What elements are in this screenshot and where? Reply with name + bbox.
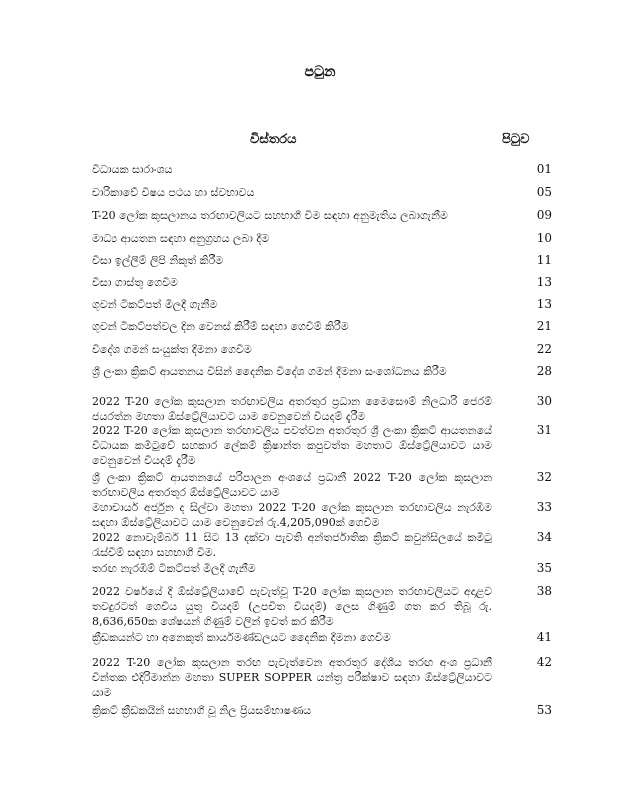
toc-entry-page: 28 [536,364,552,378]
toc-entry-page: 41 [536,630,552,644]
toc-entry-page: 05 [536,185,552,199]
toc-entry-text: ගුවන් ටිකට්පත්වල දින වෙනස් කිරීම් සඳහා ගෙවීම් කිරීම [92,320,349,333]
toc-entry-text: වීසා ඉල්ලීම් ලිපි නිකුත් කිරීම [92,254,224,267]
toc-entry-text: 2022 වර්ෂයේ දී ඕස්ට්‍රේලියාවේ පැවැත්වූ T-20 ලෝක කුසලාන තරඟාවලියට අදාළව තවදුරටත් ගෙවිය යුතු වියදම් (උපචිත වියදම්) ලෙස ගිණුම් ගත කර තිබූ රු. 8,636,650ක ශේෂයන් ගිණුම් වලින් ඉවත් කර කිරීම [92,585,492,628]
toc-entry-page: 13 [536,297,552,311]
toc-entry-page: 01 [536,162,552,176]
toc-entry-page: 21 [536,319,552,333]
toc-entry-text: මාධ්‍ය ආයතන සඳහා අනුග්‍රහය ලබා දීම [92,232,270,245]
toc-entry-page: 10 [536,231,552,245]
page-title: පටුන [304,64,336,80]
toc-entry-page: 33 [536,500,552,514]
toc-entry-text: 2022 T-20 ලෝක කුසලාන තරඟ පැවැත්වෙන අතරතුර දේශීය තරඟ අංශ ප්‍රධානී චින්තක එදිරිමාන්න මහතා SUPER SOPPER යන්ත්‍ර පරීක්ෂාව සඳහා ඕස්ට්‍රේලියාවට යාම [92,656,492,699]
toc-entry-text: ක්‍රීඩකයන්ට හා අනෙකුත් කාර්යමණ්ඩලයට දෛනික දීමනා ගෙවීම [92,631,391,644]
toc-entry-text: 2022 T-20 ලෝක කුසලාන තරඟාවලිය පවත්වන අතරතුර ශ්‍රී ලංකා ක්‍රිකට් ආයතනයේ විධායක කමිටුවේ සහකාර ලේකම් ක්‍රිෂාන්ත කපුවත්ත මහතාට ඕස්ට්‍රේලියාවට යාම වෙනුවෙන් වියදම් දැරීම [92,424,492,467]
toc-entry-page: 09 [536,208,552,222]
toc-entry-page: 13 [536,275,552,289]
toc-entry-page: 32 [536,470,552,484]
toc-entry-text: විදේශ ගමන් සංයුක්ත දීමනා ගෙවීම [92,343,252,356]
toc-entry-text: චාරිකාවේ විෂය පථය හා ස්වභාවය [92,186,255,199]
toc-entry-text: 2022 T-20 ලෝක කුසලාන තරඟාවලිය අතරතුර ප්‍රධාන මෛසෞම් නිලධාරි ජෙරම් ජයරත්න මහතා ඕස්ට්‍රේලියාවට යාම වෙනුවෙන් වියදම් දැරීම [92,395,492,423]
toc-entry-page: 31 [536,423,552,437]
toc-entry-text: ක්‍රිකට් ක්‍රීඩකයින් සහභාගී වූ නිල ප්‍රියසම්භාෂණය [92,704,312,717]
column-header-description: විස්තරය [250,132,297,147]
toc-entry-page: 42 [536,655,552,669]
toc-entry-page: 34 [536,530,552,544]
toc-entry-page: 30 [536,394,552,408]
toc-entry-text: විධායක සාරාංශය [92,163,173,176]
toc-entry-text: මහාචාර්ය අර්ජුන ද සිල්වා මහතා 2022 T-20 ලෝක කුසලාන තරඟාවලිය නැරඹීම සඳහා ඕස්ට්‍රේලියාවට යාම වෙනුවෙන් රු.4,205,090ක් ගෙවීම [92,501,492,529]
toc-entry-page: 38 [536,584,552,598]
toc-entry-text: වීසා ගාස්තු ගෙවීම [92,276,178,289]
column-header-page: පිටුව [502,132,530,147]
toc-entry-text: ගුවන් ටිකට්පත් මිලදී ගැනීම [92,298,218,311]
toc-entry-text: තරඟ නැරඹීම් ටිකට්පත් මිලදී ගැනීම [92,562,256,575]
toc-entry-text: ශ්‍රී ලංකා ක්‍රිකට් ආයතනයේ පරිපාලන අංශයේ ප්‍රධානී 2022 T-20 ලෝක කුසලාන තරඟාවලිය අතරතුර ඕස්ට්‍රේලියාවට යාම [92,471,492,499]
toc-entry-page: 11 [536,253,552,267]
toc-entry-text: ශ්‍රී ලංකා ක්‍රිකට් ආයතනය විසින් දෛනික විදේශ ගමන් දීමනා සංශෝධනය කිරීම [92,365,447,378]
toc-entry-text: T-20 ලෝක කුසලානය තරඟාවලියට සහභාගී වීම සඳහා අනුමැතිය ලබාගැනීම [92,209,448,222]
toc-entry-text: 2022 නොවැම්බර් 11 සිට 13 දක්වා පැවති අන්තර්ජාතික ක්‍රිකට් කවුන්සිලයේ කමිටු රැස්වීම් සඳහා සහභාගී වීම. [92,531,492,559]
toc-entry-page: 35 [536,561,552,575]
toc-entry-page: 22 [536,342,552,356]
toc-entry-page: 53 [536,703,552,717]
